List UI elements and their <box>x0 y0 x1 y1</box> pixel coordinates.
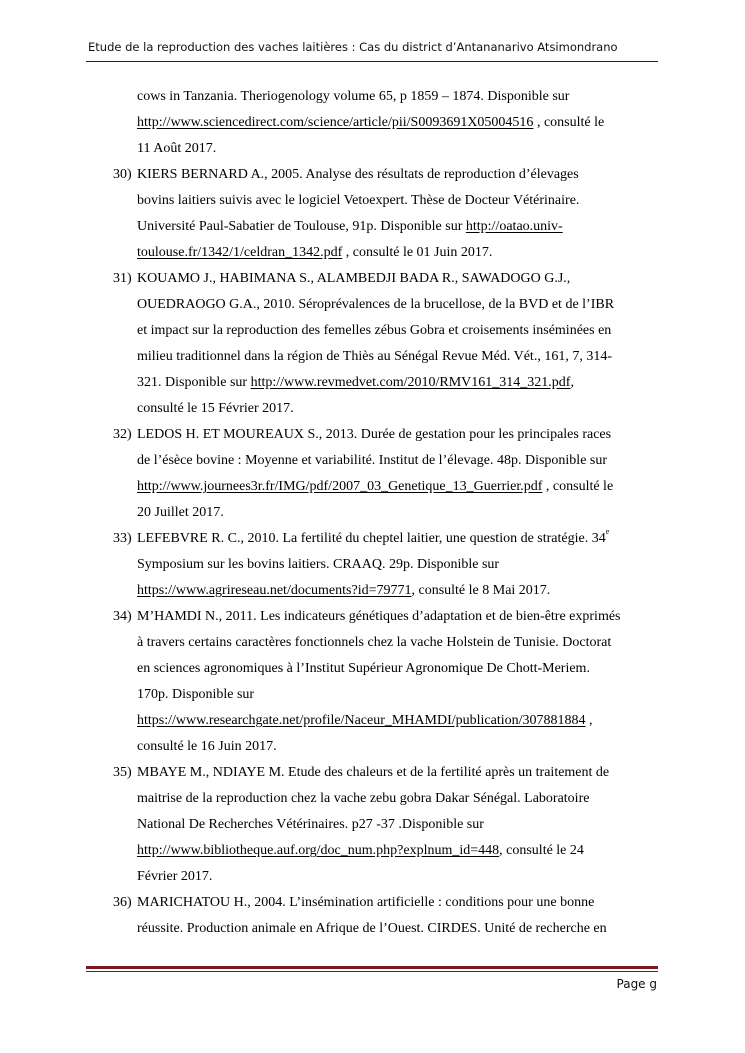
reference-line <box>0 162 745 188</box>
reference-number: 31) <box>113 271 132 286</box>
reference-link[interactable]: http://www.journees3r.fr/IMG/pdf/2007_03_Genetique_13_Guerrier.pdf <box>137 479 543 494</box>
reference-text: , <box>585 713 593 728</box>
reference-number: 36) <box>113 895 132 910</box>
reference-line <box>0 578 745 604</box>
reference-text: LEDOS H. ET MOUREAUX S., 2013. Durée de gestation pour les principales races <box>137 427 612 442</box>
reference-line: Février 2017. <box>137 869 213 884</box>
reference-text: 321. Disponible sur <box>137 375 251 390</box>
reference-text: Université Paul-Sabatier de Toulouse, 91p. Disponible sur <box>137 219 466 234</box>
reference-line: maitrise de la reproduction chez la vache zebu gobra Dakar Sénégal. Laboratoire <box>137 791 590 806</box>
reference-line: milieu traditionnel dans la région de Thiès au Sénégal Revue Méd. Vét., 161, 7, 314- <box>137 349 612 364</box>
reference-text: , consulté le 01 Juin 2017. <box>342 245 493 260</box>
header-rule <box>86 61 658 62</box>
reference-line <box>0 214 745 240</box>
reference-link[interactable]: https://www.agrireseau.net/documents?id=79771 <box>137 583 412 598</box>
reference-line: en sciences agronomiques à l’Institut Supérieur Agronomique De Chott-Meriem. <box>137 661 590 676</box>
reference-line <box>0 760 745 786</box>
reference-number: 35) <box>113 765 132 780</box>
reference-line: 170p. Disponible sur <box>137 687 255 702</box>
reference-line: 11 Août 2017. <box>137 141 217 156</box>
reference-line: réussite. Production animale en Afrique de l’Ouest. CIRDES. Unité de recherche en <box>137 921 607 936</box>
reference-line <box>0 604 745 630</box>
reference-line: de l’ésèce bovine : Moyenne et variabilité. Institut de l’élevage. 48p. Disponible sur <box>137 453 608 468</box>
reference-item <box>0 266 745 422</box>
reference-item <box>0 84 745 162</box>
reference-item <box>0 162 745 266</box>
reference-link[interactable]: toulouse.fr/1342/1/celdran_1342.pdf <box>137 245 343 260</box>
footer-rule <box>86 966 658 969</box>
reference-item <box>0 604 745 760</box>
reference-text: , consulté le <box>542 479 614 494</box>
footer-rule <box>86 971 658 972</box>
reference-line <box>0 240 745 266</box>
reference-text: MBAYE M., NDIAYE M. Etude des chaleurs et de la fertilité après un traitement de <box>137 765 610 780</box>
reference-line <box>0 838 745 864</box>
reference-line: Symposium sur les bovins laitiers. CRAAQ. 29p. Disponible sur <box>137 557 500 572</box>
reference-text: , <box>570 375 574 390</box>
reference-link[interactable]: http://www.bibliotheque.auf.org/doc_num.php?explnum_id=448 <box>137 843 500 858</box>
reference-line <box>0 266 745 292</box>
reference-link[interactable]: http://oatao.univ- <box>465 219 563 234</box>
reference-line: et impact sur la reproduction des femelles zébus Gobra et croisements inséminées en <box>137 323 612 338</box>
reference-number: 33) <box>113 531 132 546</box>
reference-link[interactable]: http://www.revmedvet.com/2010/RMV161_314_321.pdf <box>250 375 571 390</box>
reference-link[interactable]: https://www.researchgate.net/profile/Naceur_MHAMDI/publication/307881884 <box>137 713 586 728</box>
reference-line: bovins laitiers suivis avec le logiciel Vetoexpert. Thèse de Docteur Vétérinaire. <box>137 193 580 208</box>
reference-line <box>0 370 745 396</box>
running-header: Etude de la reproduction des vaches laitières : Cas du district d’Antananarivo Atsimondrano <box>88 40 618 54</box>
reference-line: OUEDRAOGO G.A., 2010. Séroprévalences de la brucellose, de la BVD et de l’IBR <box>137 297 615 312</box>
reference-item <box>0 760 745 890</box>
reference-text: MARICHATOU H., 2004. L’insémination artificielle : conditions pour une bonne <box>137 895 595 910</box>
reference-text: LEFEBVRE R. C., 2010. La fertilité du cheptel laitier, une question de stratégie. 34 <box>137 531 606 546</box>
reference-line <box>0 526 745 552</box>
reference-item <box>0 890 745 942</box>
reference-line <box>0 110 745 136</box>
reference-line <box>0 474 745 500</box>
reference-number: 32) <box>113 427 132 442</box>
reference-line: National De Recherches Vétérinaires. p27 -37 .Disponible sur <box>137 817 484 832</box>
ordinal-superscript: e <box>605 527 610 536</box>
reference-text: , consulté le 24 <box>499 843 584 858</box>
reference-text: KOUAMO J., HABIMANA S., ALAMBEDJI BADA R., SAWADOGO G.J., <box>137 271 571 286</box>
reference-line <box>0 422 745 448</box>
reference-line: consulté le 15 Février 2017. <box>137 401 294 416</box>
reference-link[interactable]: http://www.sciencedirect.com/science/article/pii/S0093691X05004516 <box>137 115 534 130</box>
reference-line: 20 Juillet 2017. <box>137 505 224 520</box>
reference-line: consulté le 16 Juin 2017. <box>137 739 277 754</box>
reference-list <box>0 84 745 942</box>
reference-item <box>0 422 745 526</box>
reference-line: à travers certains caractères fonctionnels chez la vache Holstein de Tunisie. Doctorat <box>137 635 612 650</box>
reference-text: M’HAMDI N., 2011. Les indicateurs génétiques d’adaptation et de bien-être exprimés <box>137 609 621 624</box>
page-number: Page g <box>616 977 657 991</box>
reference-number: 34) <box>113 609 132 624</box>
reference-item <box>0 526 745 604</box>
reference-text: , consulté le <box>533 115 605 130</box>
reference-text: KIERS BERNARD A., 2005. Analyse des résultats de reproduction d’élevages <box>137 167 579 182</box>
reference-text: , consulté le 8 Mai 2017. <box>411 583 551 598</box>
reference-line: cows in Tanzania. Theriogenology volume 65, p 1859 – 1874. Disponible sur <box>137 89 570 104</box>
reference-line <box>0 708 745 734</box>
reference-number: 30) <box>113 167 132 182</box>
reference-line <box>0 890 745 916</box>
